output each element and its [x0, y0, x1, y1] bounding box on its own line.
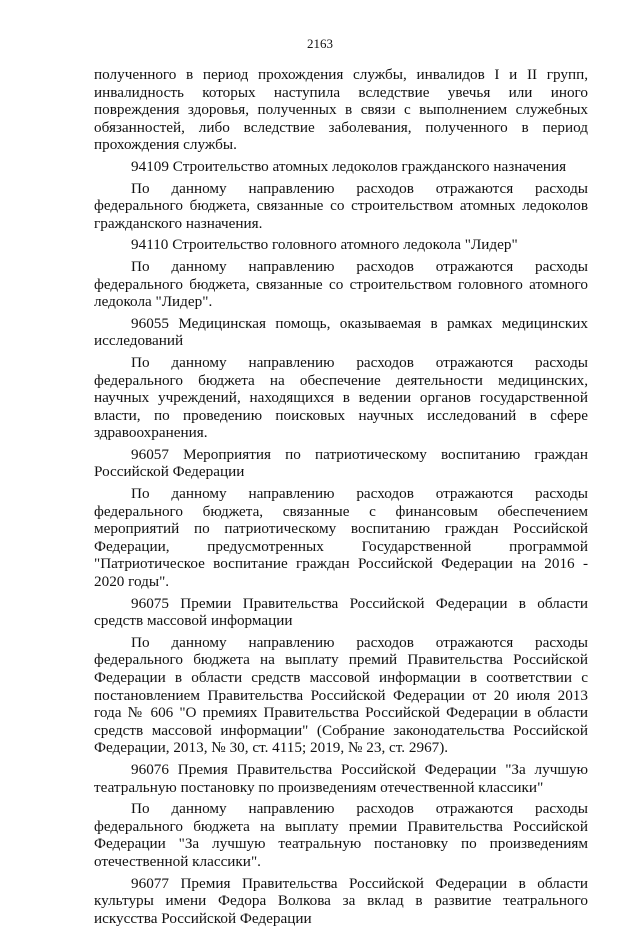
section-heading-96076: 96076 Премия Правительства Российской Федерации "За лучшую театральную постановку по произведениям отечественной классики" [94, 760, 588, 796]
document-body [94, 66, 588, 931]
section-heading-96057: 96057 Мероприятия по патриотическому воспитанию граждан Российской Федерации [94, 445, 588, 481]
paragraph-continuation: полученного в период прохождения службы, инвалидов I и II групп, инвалидность которых наступила вследствие увечья или иного повреждения здоровья, полученных в связи с выполнением служебных обязанностей, либо вследствие заболевания, полученного в период прохождения службы. [94, 66, 588, 154]
section-heading-96055: 96055 Медицинская помощь, оказываемая в рамках медицинских исследований [94, 314, 588, 350]
section-heading-96077: 96077 Премия Правительства Российской Федерации в области культуры имени Федора Волкова за вклад в развитие театрального искусства Российской Федерации [94, 874, 588, 927]
paragraph-94109: По данному направлению расходов отражаются расходы федерального бюджета, связанные со строительством атомных ледоколов гражданского назначения. [94, 179, 588, 232]
paragraph-96057: По данному направлению расходов отражаются расходы федерального бюджета, связанные с финансовым обеспечением мероприятий по патриотическому воспитанию граждан Российской Федерации, предусмотренных Государственной программой "Патриотическое воспитание граждан Российской Федерации на 2016 - 2020 годы". [94, 485, 588, 591]
paragraph-96055: По данному направлению расходов отражаются расходы федерального бюджета на обеспечение деятельности медицинских, научных учреждений, находящихся в ведении органов государственной власти, по проведению поисковых научных исследований в сфере здравоохранения. [94, 353, 588, 442]
section-heading-94110: 94110 Строительство головного атомного ледокола "Лидер" [131, 236, 518, 254]
section-heading-96075: 96075 Премии Правительства Российской Федерации в области средств массовой информации [94, 594, 588, 630]
paragraph-94110: По данному направлению расходов отражаются расходы федерального бюджета, связанные со строительством головного атомного ледокола "Лидер". [94, 257, 588, 311]
paragraph-96076: По данному направлению расходов отражаются расходы федерального бюджета на выплату премии Правительства Российской Федерации "За лучшую театральную постановку по произведениям отечественной классики". [94, 800, 588, 870]
paragraph-96075: По данному направлению расходов отражаются расходы федерального бюджета на выплату премий Правительства Российской Федерации в области средств массовой информации в соответствии с постановлением Правительства Российской Федерации от 20 июля 2013 года № 606 "О премиях Правительства Российской Федерации в области средств массовой информации" (Собрание законодательства Российской Федерации, 2013, № 30, ст. 4115; 2019, № 23, ст. 2967). [94, 633, 588, 757]
section-heading-94109: 94109 Строительство атомных ледоколов гражданского назначения [131, 157, 567, 175]
page-number: 2163 [307, 36, 333, 51]
